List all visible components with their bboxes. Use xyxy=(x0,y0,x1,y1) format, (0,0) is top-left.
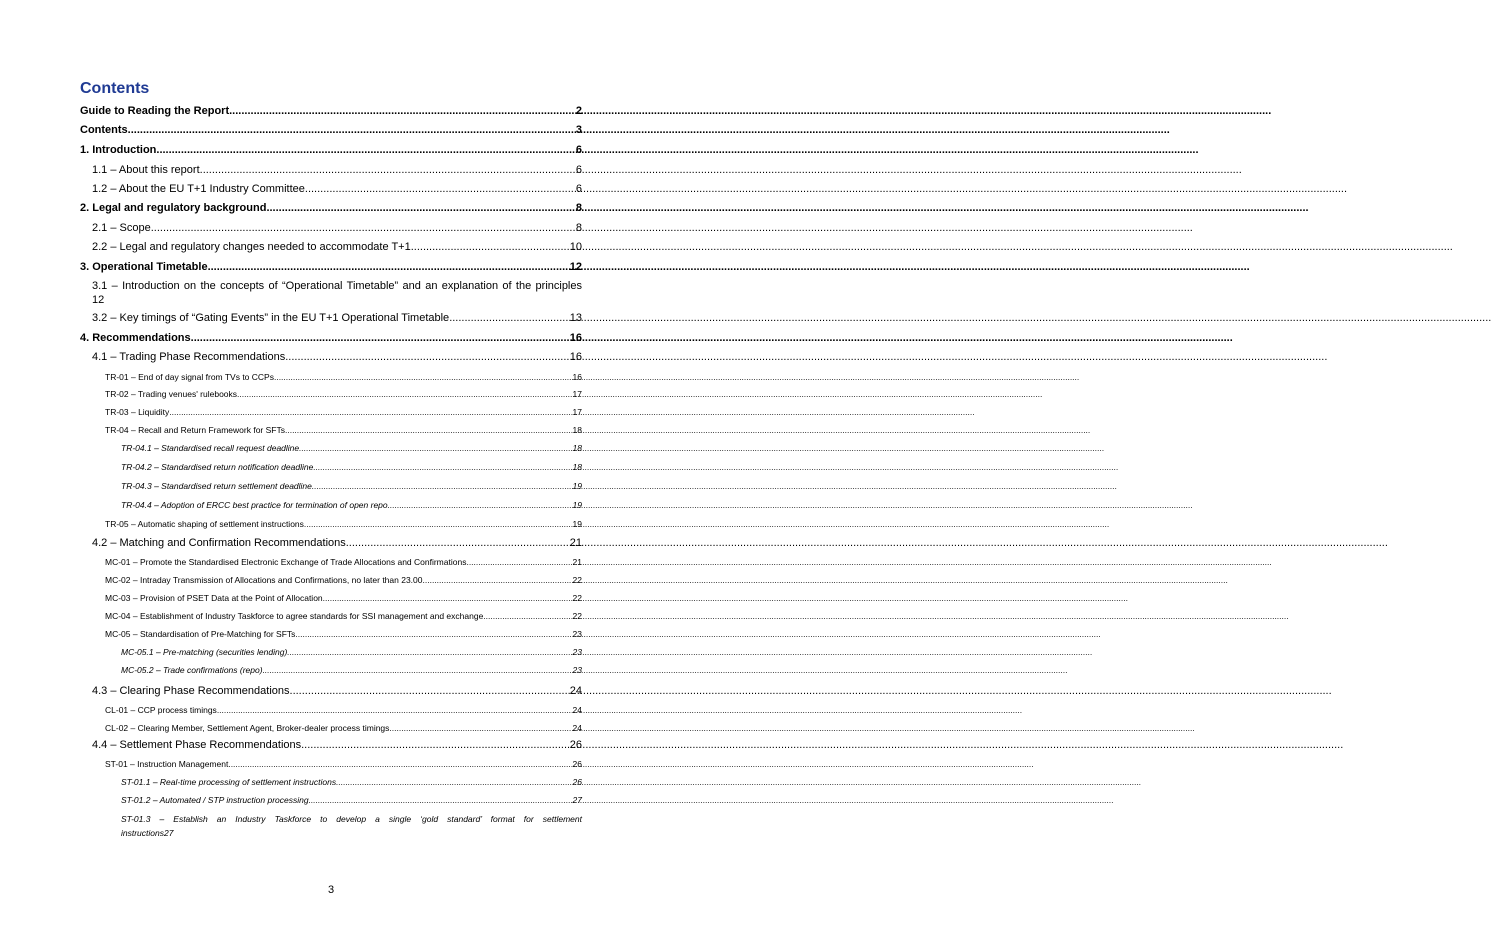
toc-entry[interactable] xyxy=(80,370,582,384)
toc-entry-label: 1.2 – About the EU T+1 Industry Committee xyxy=(92,183,305,195)
toc-entry-page: 27 xyxy=(572,795,582,805)
toc-entry-page: 24 xyxy=(572,705,582,715)
toc-entry[interactable] xyxy=(80,441,582,455)
toc-entry[interactable] xyxy=(80,123,582,137)
toc-entry[interactable] xyxy=(80,143,582,157)
toc-entry[interactable] xyxy=(80,536,582,550)
toc-entry-page: 3 xyxy=(575,124,582,136)
toc-entry-label: Contents xyxy=(80,124,128,136)
toc-dot-leader xyxy=(285,350,569,364)
toc-entry-page: 8 xyxy=(575,202,582,214)
toc-entry[interactable] xyxy=(80,627,582,641)
toc-entry-page: 26 xyxy=(572,777,582,787)
toc-dot-leader xyxy=(346,536,569,550)
toc-entry-label: TR-04.1 – Standardised recall request deadline xyxy=(121,443,300,453)
toc-entry-page: 22 xyxy=(572,611,582,621)
toc-entry-page: 21 xyxy=(572,557,582,567)
toc-entry-label: ST-01.2 – Automated / STP instruction processing xyxy=(121,795,309,805)
toc-entry-page: 23 xyxy=(572,629,582,639)
toc-entry-label: 3.2 – Key timings of “Gating Events” in the EU T+1 Operational Timetable xyxy=(92,312,450,324)
toc-entry-label: 3. Operational Timetable xyxy=(80,261,208,273)
toc-entry[interactable] xyxy=(80,573,582,587)
toc-entry[interactable] xyxy=(80,331,582,345)
toc-dot-leader xyxy=(304,517,572,531)
toc-entry-page: 10 xyxy=(569,241,582,253)
toc-entry-page: 13 xyxy=(569,312,582,324)
toc-entry-page: 17 xyxy=(572,407,582,417)
toc-entry[interactable] xyxy=(80,163,582,177)
toc-entry-label: ST-01.1 – Real-time processing of settlement instructions xyxy=(121,777,337,787)
toc-dot-leader xyxy=(411,240,569,254)
toc-entry[interactable] xyxy=(80,517,582,531)
toc-entry-label: CL-02 – Clearing Member, Settlement Agent, Broker-dealer process timings xyxy=(105,723,390,733)
toc-entry[interactable] xyxy=(80,555,582,569)
toc-entry-page: 19 xyxy=(572,481,582,491)
toc-entry[interactable] xyxy=(80,240,582,254)
toc-entry[interactable] xyxy=(80,793,582,807)
toc-entry-page: 18 xyxy=(572,425,582,435)
toc-entry-page: 19 xyxy=(572,519,582,529)
toc-entry[interactable] xyxy=(80,221,582,235)
toc-dot-leader xyxy=(237,387,572,401)
toc-entry-page: 2 xyxy=(575,105,582,117)
toc-entry-page: 24 xyxy=(572,723,582,733)
toc-entry[interactable] xyxy=(80,663,582,677)
toc-entry-label: MC-04 – Establishment of Industry Taskforce to agree standards for SSI management and exchange xyxy=(105,611,484,621)
toc-entry-page: 6 xyxy=(575,144,582,156)
toc-entry-page: 26 xyxy=(569,739,582,751)
toc-entry-page: 18 xyxy=(572,443,582,453)
toc-entry-label: MC-02 – Intraday Transmission of Allocations and Confirmations, no later than 23.00 xyxy=(105,575,423,585)
toc-entry-page: 6 xyxy=(575,183,582,195)
toc-entry-label: 4.3 – Clearing Phase Recommendations xyxy=(92,685,290,697)
toc-dot-leader xyxy=(169,405,571,419)
toc-dot-leader xyxy=(309,793,572,807)
toc-dot-leader xyxy=(128,123,575,137)
toc-dot-leader xyxy=(191,331,569,345)
toc-entry-label: TR-04.4 – Adoption of ERCC best practice for termination of open repo xyxy=(121,500,388,510)
toc-entry[interactable] xyxy=(80,182,582,196)
toc-entry-label: TR-04.2 – Standardised return notification deadline xyxy=(121,462,314,472)
toc-entry-page: 6 xyxy=(575,164,582,176)
toc-dot-leader xyxy=(266,201,574,215)
toc-dot-leader xyxy=(466,555,571,569)
toc-entry-page: 27 xyxy=(164,828,174,838)
toc-entry-page: 23 xyxy=(572,647,582,657)
toc-entry-label: 3.1 – Introduction on the concepts of “Operational Timetable” and an explanation of the principles xyxy=(92,280,582,292)
toc-entry[interactable] xyxy=(80,460,582,474)
toc-dot-leader xyxy=(156,143,574,157)
toc-dot-leader xyxy=(295,627,571,641)
toc-dot-leader xyxy=(449,311,569,325)
toc-entry[interactable] xyxy=(80,498,582,512)
toc-dot-leader xyxy=(263,663,572,677)
toc-dot-leader xyxy=(388,498,572,512)
toc-entry-label: TR-05 – Automatic shaping of settlement instructions xyxy=(105,519,304,529)
toc-entry-label: ST-01.3 – Establish an Industry Taskforce to develop a single ‘gold standard’ format for settlement xyxy=(121,814,582,824)
toc-dot-leader xyxy=(389,721,571,735)
toc-entry[interactable] xyxy=(80,405,582,419)
toc-entry[interactable]: ST-01.3 – Establish an Industry Taskforce to develop a single ‘gold standard’ format for settlement instructions 27 xyxy=(80,812,582,840)
toc-dot-leader xyxy=(305,182,575,196)
toc-dot-leader xyxy=(313,460,571,474)
toc-dot-leader xyxy=(336,775,571,789)
toc-dot-leader xyxy=(301,738,569,752)
toc-entry[interactable] xyxy=(80,479,582,493)
toc-entry-page: 22 xyxy=(572,593,582,603)
toc-entry-label: MC-01 – Promote the Standardised Electronic Exchange of Trade Allocations and Confirmations xyxy=(105,557,467,567)
toc-entry[interactable] xyxy=(80,423,582,437)
toc-dot-leader xyxy=(274,370,572,384)
toc-entry-page: 19 xyxy=(572,500,582,510)
toc-entry-label: CL-01 – CCP process timings xyxy=(105,705,217,715)
toc-entry[interactable] xyxy=(80,775,582,789)
toc-entry-label: MC-03 – Provision of PSET Data at the Point of Allocation xyxy=(105,593,323,603)
toc-entry-label: 2.1 – Scope xyxy=(92,222,151,234)
toc-entry-label: MC-05.1 – Pre-matching (securities lending) xyxy=(121,647,288,657)
toc-entry-label: 4. Recommendations xyxy=(80,332,191,344)
toc-entry-page: 18 xyxy=(572,462,582,472)
toc-dot-leader xyxy=(200,163,575,177)
toc-entry[interactable] xyxy=(80,387,582,401)
toc-entry[interactable] xyxy=(80,721,582,735)
toc-entry-page: 23 xyxy=(572,665,582,675)
toc-entry[interactable] xyxy=(80,609,582,623)
toc-entry-label: TR-04.3 – Standardised return settlement deadline xyxy=(121,481,312,491)
toc-entry-label: 2.2 – Legal and regulatory changes needed to accommodate T+1 xyxy=(92,241,411,253)
toc-entry[interactable] xyxy=(80,350,582,364)
toc-entry-page: 26 xyxy=(572,759,582,769)
toc-entry-label: ST-01 – Instruction Management xyxy=(105,759,229,769)
toc-entry-label: Guide to Reading the Report xyxy=(80,105,230,117)
page-number: 3 xyxy=(327,884,335,896)
toc-dot-leader xyxy=(228,757,571,771)
toc-entry[interactable] xyxy=(80,311,582,325)
toc-entry-page: 8 xyxy=(575,222,582,234)
toc-dot-leader xyxy=(299,441,571,455)
toc-entry-label: 4.2 – Matching and Confirmation Recommendations xyxy=(92,537,346,549)
toc-entry-label: TR-03 – Liquidity xyxy=(105,407,170,417)
page-title: Contents xyxy=(80,80,150,97)
toc-entry-page: 16 xyxy=(569,351,582,363)
toc-dot-leader xyxy=(323,591,572,605)
toc-dot-leader xyxy=(483,609,571,623)
toc-entry-label: 1.1 – About this report xyxy=(92,164,200,176)
toc-dot-leader xyxy=(290,684,569,698)
toc-entry-page: 16 xyxy=(572,372,582,382)
toc-entry-label: TR-01 – End of day signal from TVs to CCPs xyxy=(105,372,274,382)
toc-entry-page: 12 xyxy=(569,261,582,273)
toc-entry-label: 4.1 – Trading Phase Recommendations xyxy=(92,351,286,363)
toc-entry[interactable] xyxy=(80,591,582,605)
toc-dot-leader xyxy=(151,221,575,235)
toc-entry[interactable] xyxy=(80,260,582,274)
toc-entry[interactable] xyxy=(80,703,582,717)
toc-entry-label: 2. Legal and regulatory background xyxy=(80,202,267,214)
toc-entry-label: MC-05 – Standardisation of Pre-Matching for SFTs xyxy=(105,629,296,639)
toc-entry-page: 24 xyxy=(569,685,582,697)
toc-entry-label: TR-04 – Recall and Return Framework for SFTs xyxy=(105,425,285,435)
toc-entry[interactable] xyxy=(80,279,582,307)
toc-entry-page: 16 xyxy=(569,332,582,344)
toc-entry[interactable] xyxy=(80,738,582,752)
toc-entry[interactable] xyxy=(80,645,582,659)
toc-entry[interactable] xyxy=(80,757,582,771)
toc-dot-leader xyxy=(285,423,572,437)
toc-entry-page: 17 xyxy=(572,389,582,399)
toc-dot-leader xyxy=(217,703,572,717)
toc-entry[interactable] xyxy=(80,684,582,698)
toc-entry-label: 4.4 – Settlement Phase Recommendations xyxy=(92,739,302,751)
toc-entry-label: 1. Introduction xyxy=(80,144,157,156)
toc-dot-leader xyxy=(423,573,572,587)
toc-entry-label: MC-05.2 – Trade confirmations (repo) xyxy=(121,665,263,675)
toc-dot-leader xyxy=(208,260,569,274)
toc-entry-page: 22 xyxy=(572,575,582,585)
toc-entry-page: 21 xyxy=(569,537,582,549)
toc-dot-leader xyxy=(287,645,571,659)
toc-dot-leader xyxy=(312,479,572,493)
toc-entry[interactable] xyxy=(80,201,582,215)
toc-entry-label: TR-02 – Trading venues' rulebooks xyxy=(105,389,238,399)
toc-entry-page: 12 xyxy=(92,294,105,306)
toc-dot-leader xyxy=(229,104,575,118)
toc-entry[interactable] xyxy=(80,104,582,118)
